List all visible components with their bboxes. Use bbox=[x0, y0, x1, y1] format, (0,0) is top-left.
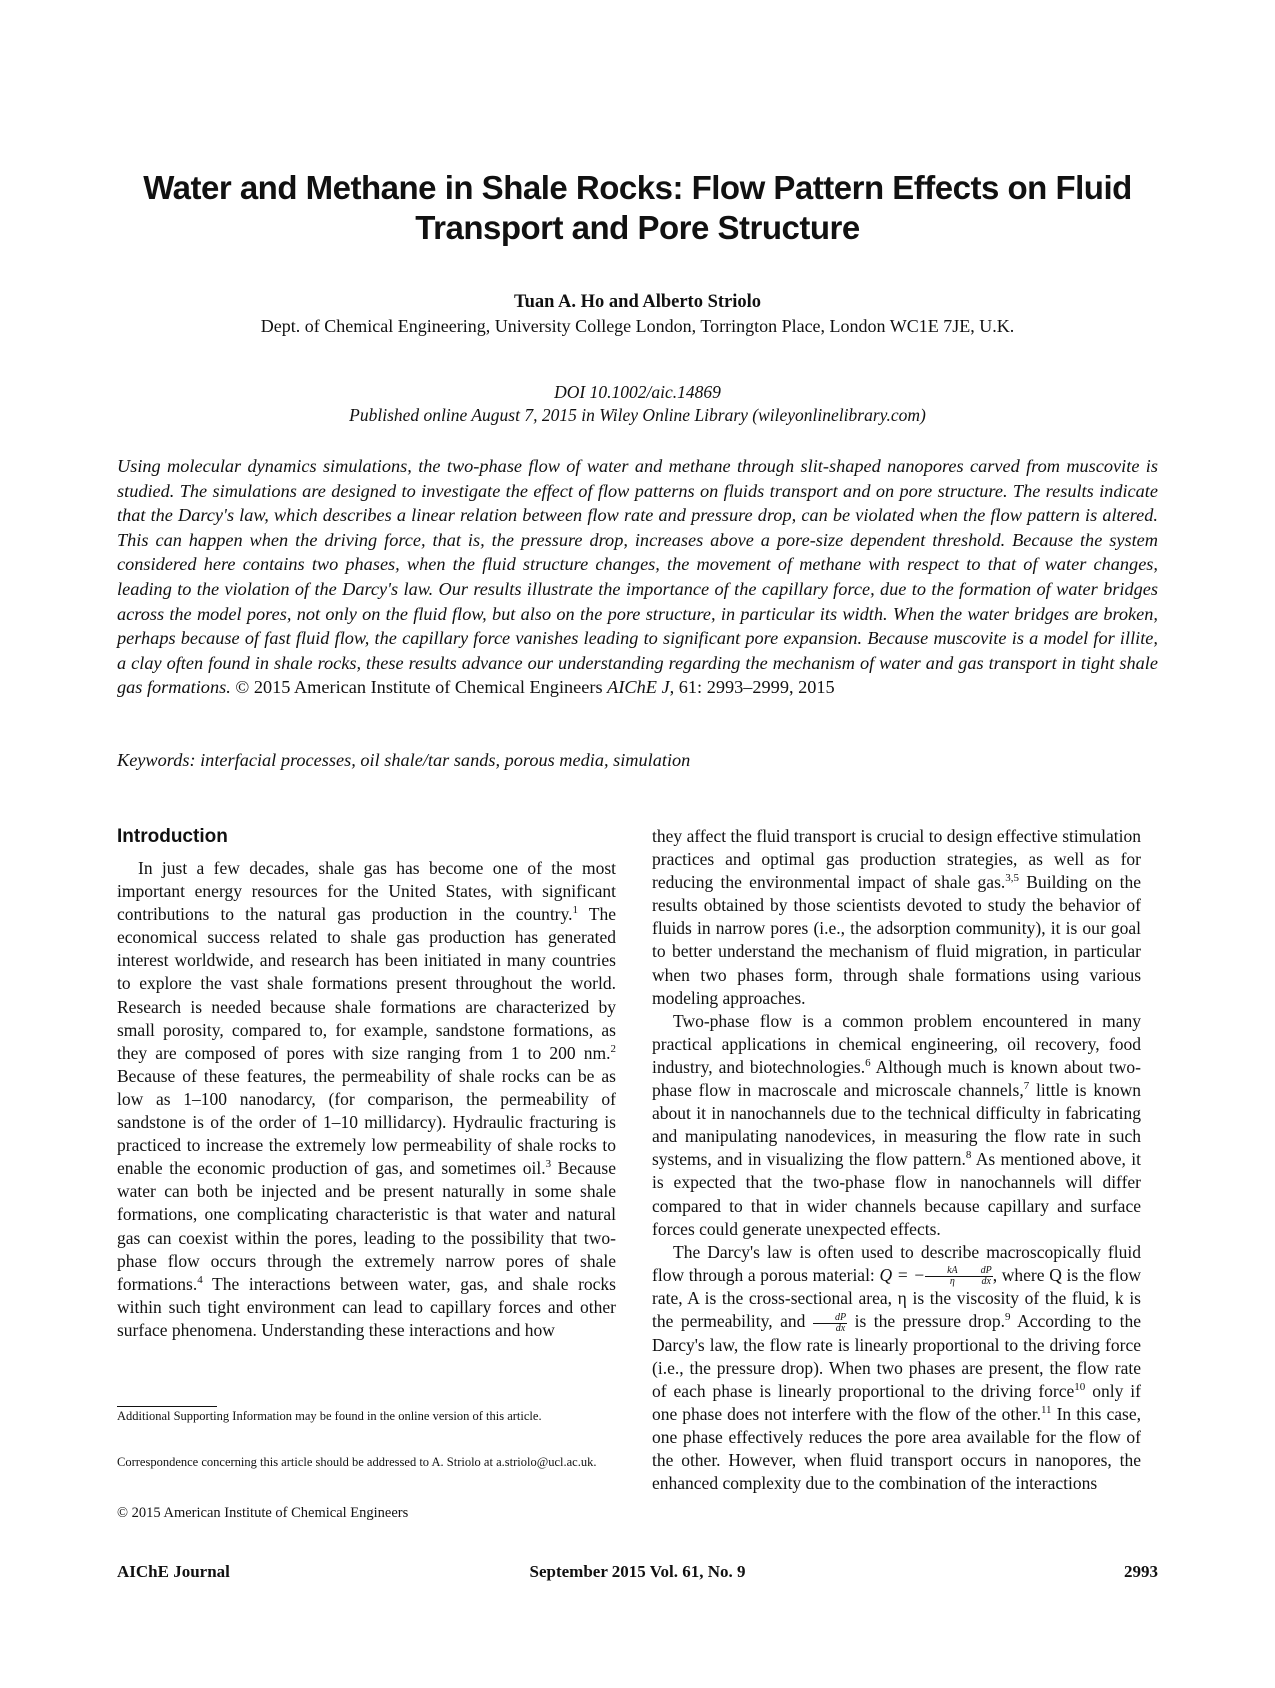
ref-6: 6 bbox=[865, 1057, 871, 1070]
left-column bbox=[117, 825, 616, 1342]
footnote-correspondence: Correspondence concerning this article should be addressed to A. Striolo at a.striolo@ucl.ac.uk. bbox=[117, 1455, 597, 1469]
doi: DOI 10.1002/aic.14869 bbox=[554, 382, 721, 402]
footer-issue: September 2015 Vol. 61, No. 9 bbox=[529, 1562, 746, 1581]
abstract bbox=[117, 454, 1158, 700]
ref-2: 2 bbox=[610, 1042, 616, 1055]
fraction-dP-dx-inline: $\frac{dP}{dx}$ bbox=[813, 1313, 847, 1334]
ref-3: 3 bbox=[545, 1158, 552, 1171]
ref-7: 7 bbox=[1023, 1080, 1030, 1093]
abstract-copyright: © 2015 American Institute of Chemical Engineers bbox=[235, 677, 608, 698]
ref-3-5: 3,5 bbox=[1005, 872, 1019, 885]
right-column bbox=[652, 825, 1141, 1496]
citation: , 61: 2993–2999, 2015 bbox=[669, 677, 835, 698]
footnote-copyright: © 2015 American Institute of Chemical Engineers bbox=[117, 1505, 409, 1521]
fraction-kA-eta: $\frac{kA}{\eta}$ bbox=[925, 1266, 959, 1287]
journal-abbrev: AIChE J bbox=[607, 677, 670, 698]
darcy-equation: Q = − $\frac{kA}{\eta}$ $\frac{dP}{dx}$ bbox=[879, 1264, 992, 1288]
footnote-divider bbox=[117, 1406, 217, 1407]
affiliation: Dept. of Chemical Engineering, University College London, Torrington Place, London WC1E 7JE, U.K. bbox=[260, 316, 1015, 336]
ref-11: 11 bbox=[1040, 1404, 1052, 1417]
intro-paragraph-continued: they affect the fluid transport is crucial to design effective stimulation practices and optimal gas production strategies, as well as for reducing the environmental impact of shale gas.$^{3,5}$ Building on the results obtained by those scientists devoted to study the behavior of fluids in narrow pores (i.e., the adsorption community), it is our goal to better understand the mechanism of fluid migration, in particular when two phases form, through shale formations using various modeling approaches. bbox=[652, 826, 1141, 1008]
section-heading-introduction: Introduction bbox=[117, 826, 228, 847]
footer-page-number: 2993 bbox=[1124, 1562, 1158, 1581]
footnote-supporting-info: Additional Supporting Information may be found in the online version of this article. bbox=[117, 1409, 542, 1423]
intro-paragraph-3: The Darcy's law is often used to describe macroscopically fluid flow through a porous material: Q = − $\frac{kA}{\eta}$ $\frac{dP}{dx}$ , where Q is the flow rate, A is the cross-sectional area, η is the viscosity of the fluid, k is the permeability, and $\frac{dP}{dx}$ is the pressure drop.$^9$ According to the Darcy's law, the flow rate is linearly proportional to the driving force (i.e., the pressure drop). When two phases are present, the flow rate of each phase is linearly proportional to the driving force$^{10}$ only if one phase does not interfere with the flow of the other.$^{11}$ In this case, one phase effectively reduces the pore area available for the flow of the other. However, when fluid transport occurs in nanopores, the enhanced complexity due to the combination of the interactions bbox=[652, 1241, 1141, 1494]
authors: Tuan A. Ho and Alberto Striolo bbox=[513, 292, 762, 312]
footer-journal: AIChE Journal bbox=[117, 1562, 230, 1581]
paper-title: Water and Methane in Shale Rocks: Flow Pattern Effects on Fluid Transport and Pore Structure bbox=[143, 169, 1132, 246]
publication-info bbox=[0, 381, 1275, 427]
published-line: Published online August 7, 2015 in Wiley Online Library (wileyonlinelibrary.com) bbox=[349, 405, 926, 425]
keywords: Keywords: interfacial processes, oil shale/tar sands, porous media, simulation bbox=[117, 750, 691, 770]
fraction-dP-dx: $\frac{dP}{dx}$ bbox=[959, 1266, 993, 1287]
ref-10: 10 bbox=[1074, 1381, 1086, 1394]
ref-1: 1 bbox=[572, 904, 579, 917]
intro-paragraph-1: In just a few decades, shale gas has become one of the most important energy resources for the United States, with significant contributions to the natural gas production in the country.$^1$ The economical success related to shale gas production has generated interest worldwide, and research has been initiated in many countries to explore the vast shale formations present throughout the world. Research is needed because shale formations are characterized by small porosity, compared to, for example, sandstone formations, as they are composed of pores with size ranging from 1 to 200 nm.$^2$ Because of these features, the permeability of shale rocks can be as low as 1–100 nanodarcy, (for comparison, the permeability of sandstone is of the order of 1–10 millidarcy). Hydraulic fracturing is practiced to increase the extremely low permeability of shale rocks to enable the economic production of gas, and sometimes oil.$^3$ Because water can both be injected and be present naturally in some shale formations, one complicating characteristic is that water and natural gas can coexist within the pores, leading to the possibility that two-phase flow occurs through the extremely narrow pores of shale formations.$^4$ The interactions between water, gas, and shale rocks within such tight environment can lead to capillary forces and other surface phenomena. Understanding these interactions and how bbox=[117, 858, 616, 1340]
abstract-text: Using molecular dynamics simulations, the two-phase flow of water and methane through slit-shaped nanopores carved from muscovite is studied. The simulations are designed to investigate the effect of flow patterns on fluids transport and on pore structure. The results indicate that the Darcy's law, which describes a linear relation between flow rate and pressure drop, can be violated when the flow pattern is altered. This can happen when the driving force, that is, the pressure drop, increases above a pore-size dependent threshold. Because the system considered here contains two phases, when the fluid structure changes, the movement of methane with respect to that of water changes, leading to the violation of the Darcy's law. Our results illustrate the importance of the capillary force, due to the formation of water bridges across the model pores, not only on the fluid flow, but also on the pore structure, in particular its width. When the water bridges are broken, perhaps because of fast fluid flow, the capillary force vanishes leading to significant pore expansion. Because muscovite is a model for illite, a clay often found in shale rocks, these results advance our understanding regarding the mechanism of water and gas transport in tight shale gas formations. bbox=[117, 456, 1158, 698]
ref-9: 9 bbox=[1005, 1311, 1011, 1324]
ref-4: 4 bbox=[197, 1273, 203, 1286]
intro-paragraph-2: Two-phase flow is a common problem encountered in many practical applications in chemical engineering, oil recovery, food industry, and biotechnologies.$^6$ Although much is known about two-phase flow in macroscale and microscale channels,$^7$ little is known about it in nanochannels due to the technical difficulty in fabricating and manipulating nanodevices, in measuring the flow rate in such systems, and in visualizing the flow pattern.$^8$ As mentioned above, it is expected that the two-phase flow in nanochannels will differ compared to that in wider channels because capillary and surface forces could generate unexpected effects. bbox=[652, 1010, 1141, 1239]
ref-8: 8 bbox=[965, 1149, 972, 1162]
